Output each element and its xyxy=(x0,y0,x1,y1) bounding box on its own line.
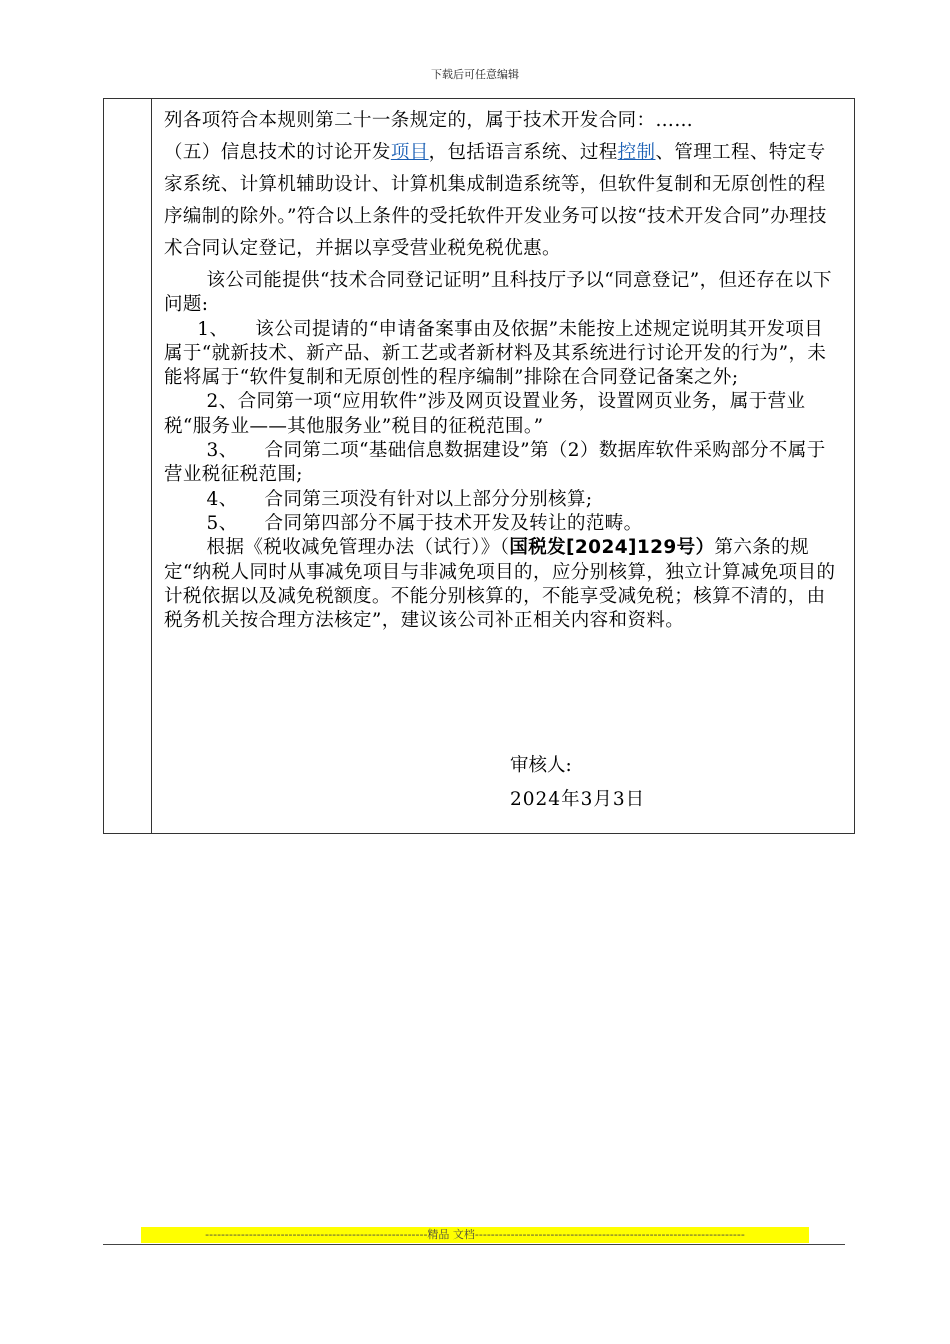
paragraph-3: 该公司能提供“技术合同登记证明”且科技厅予以“同意登记”，但还存在以下问题: xyxy=(164,270,832,316)
paragraph-1: 列各项符合本规则第二十一条规定的，属于技术开发合同：…… xyxy=(164,110,694,131)
paragraph-2-pre: （五）信息技术的讨论开发 xyxy=(164,142,391,163)
footer-banner: --------------------------------------------------------精品 文档-------------------------------------------------------------------- xyxy=(141,1227,809,1243)
issue-2: 2、合同第一项“应用软件”涉及网页设置业务，设置网页业务，属于营业税“服务业——其他服务业”税目的征税范围。” xyxy=(164,391,806,437)
paragraph-4-post: 第六条的规定“纳税人同时从事减免项目与非减免项目的，应分别核算，独立计算减免项目的计税依据以及减免税额度。不能分别核算的，不能享受减免税；核算不清的，由税务机关按合理方法核定”，建议该公司补正相关内容和资料。 xyxy=(164,537,836,632)
issue-3-number: 3、 xyxy=(206,440,238,462)
document-table xyxy=(103,98,855,834)
issue-5-number: 5、 xyxy=(206,512,238,534)
issue-1-number: 1、 xyxy=(197,318,229,340)
link-control[interactable]: 控制 xyxy=(617,142,656,163)
issue-4-number: 4、 xyxy=(206,488,238,510)
issue-5 xyxy=(164,512,840,536)
table-cell-content xyxy=(164,105,840,633)
issue-1 xyxy=(164,318,840,391)
footer-rule xyxy=(103,1244,845,1245)
paragraph-2-post: 、管理工程、特定专家系统、计算机辅助设计、计算机集成制造系统等，但软件复制和无原创性的程序编制的除外。”符合以上条件的受托软件开发业务可以按“技术开发合同”办理技术合同认定登记，并据以享受营业税免税优惠。 xyxy=(164,142,827,259)
paragraph-2-mid: ，包括语言系统、过程 xyxy=(428,142,618,163)
issue-5-text: 合同第四部分不属于技术开发及转让的范畴。 xyxy=(264,512,643,534)
reviewer-label: 审核人: xyxy=(510,755,572,776)
column-divider xyxy=(151,99,152,833)
document-number: 国税发[2024]129号） xyxy=(509,537,715,559)
paragraph-4 xyxy=(164,536,840,633)
issue-4-text: 合同第三项没有针对以上部分分别核算; xyxy=(264,488,593,510)
paragraph-4-pre: 根据《税收减免管理办法（试行）》（ xyxy=(206,537,510,559)
issue-1-text: 该公司提请的“申请备案事由及依据”未能按上述规定说明其开发项目属于“就新技术、新产品、新工艺或者新材料及其系统进行讨论开发的行为”，未能将属于“软件复制和无原创性的程序编制”排除在合同登记备案之外; xyxy=(164,318,827,389)
link-project[interactable]: 项目 xyxy=(390,142,429,163)
issue-3 xyxy=(164,439,840,488)
review-date: 2024年3月3日 xyxy=(510,789,646,810)
issue-4 xyxy=(164,488,840,512)
issue-3-text: 合同第二项“基础信息数据建设”第（2）数据库软件采购部分不属于营业税征税范围; xyxy=(164,440,826,486)
page-header: 下载后可任意编辑 xyxy=(431,68,519,81)
paragraph-2 xyxy=(164,137,840,265)
